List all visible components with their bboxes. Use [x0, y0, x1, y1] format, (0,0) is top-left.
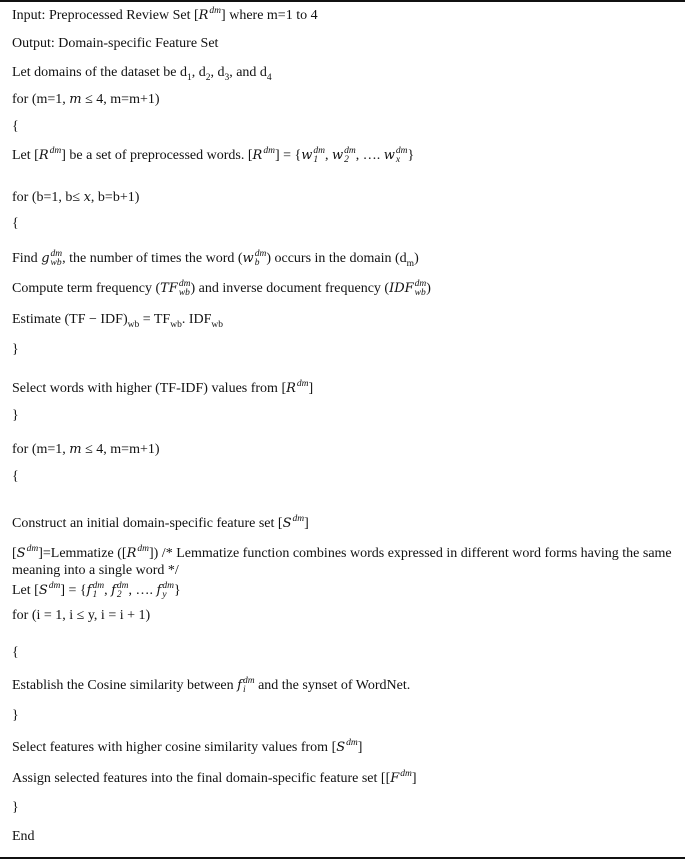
- subscript: 3: [224, 72, 230, 83]
- subscript: [400, 779, 412, 788]
- line-text: }: [173, 583, 181, 599]
- subscript: m: [406, 259, 415, 270]
- script-stack: [179, 280, 191, 298]
- subscript: 2: [344, 155, 349, 165]
- line-text: End: [12, 829, 35, 844]
- math-symbol: f: [156, 583, 162, 599]
- subscript: wb: [414, 288, 426, 298]
- line-text: , the number of times the word (: [62, 251, 243, 267]
- script-stack: [49, 582, 61, 600]
- line-text: = TF: [139, 312, 171, 327]
- algorithm-line: [12, 408, 680, 423]
- line-text: ] where m=1 to 4: [221, 8, 318, 24]
- script-stack: [396, 147, 408, 165]
- line-text: ≤ 4, m=m+1): [81, 92, 160, 107]
- algorithm-line: [12, 342, 680, 357]
- line-text: Let [: [12, 148, 39, 164]
- superscript: dm: [116, 581, 129, 591]
- line-text: ]: [357, 740, 363, 756]
- line-text: ]=Lemmatize ([: [38, 546, 127, 562]
- math-symbol: f: [86, 583, 92, 599]
- superscript: dm: [263, 146, 275, 156]
- subscript: [292, 524, 304, 533]
- line-text: for (b=1, b≤: [12, 190, 84, 205]
- line-text: , ….: [128, 583, 157, 599]
- script-stack: [209, 7, 221, 25]
- algorithm-line: [12, 829, 680, 844]
- math-symbol: TF: [160, 281, 178, 297]
- math-symbol: R: [252, 148, 263, 164]
- math-symbol: w: [383, 148, 395, 164]
- line-text: Select features with higher cosine similarity values from [: [12, 740, 337, 756]
- math-symbol: S: [282, 516, 292, 532]
- script-stack: [51, 250, 63, 268]
- line-text: ,: [324, 148, 332, 164]
- superscript: dm: [162, 581, 174, 591]
- line-text: and the synset of WordNet.: [254, 678, 411, 694]
- superscript: dm: [313, 146, 325, 156]
- superscript: dm: [344, 146, 356, 156]
- line-text: ] = {: [274, 148, 302, 164]
- subscript: i: [242, 685, 246, 695]
- subscript: 1: [313, 155, 319, 165]
- math-symbol: g: [41, 251, 50, 267]
- line-text: ≤ 4, m=m+1): [81, 442, 160, 457]
- script-stack: [27, 545, 39, 563]
- line-text: ): [414, 251, 419, 267]
- superscript: dm: [48, 581, 61, 591]
- line-text: Let [: [12, 583, 39, 599]
- line-text: , and d: [229, 65, 267, 80]
- line-text: {: [12, 645, 19, 660]
- algorithm-line: [12, 7, 680, 25]
- superscript: dm: [292, 514, 305, 524]
- line-text: for (i = 1, i ≤ y, i = i + 1): [12, 608, 151, 623]
- algorithm-line: [12, 442, 680, 457]
- line-text: {: [12, 216, 19, 231]
- math-symbol: f: [111, 583, 116, 599]
- superscript: dm: [254, 249, 267, 259]
- script-stack: [162, 582, 174, 600]
- subscript: b: [254, 258, 260, 268]
- algorithm-line: [12, 582, 680, 600]
- subscript: [137, 554, 149, 563]
- line-text: , b=b+1): [90, 190, 140, 205]
- algorithm-line: [12, 147, 680, 165]
- math-symbol: S: [336, 740, 346, 756]
- line-text: ) occurs in the domain (d: [266, 251, 407, 267]
- algorithm-line: [12, 739, 680, 757]
- math-symbol: x: [83, 190, 91, 205]
- superscript: dm: [395, 146, 408, 156]
- script-stack: [415, 280, 427, 298]
- script-stack: [50, 147, 62, 165]
- math-symbol: R: [38, 148, 49, 164]
- line-text: ) and inverse document frequency (: [190, 281, 390, 297]
- math-symbol: F: [390, 771, 400, 787]
- line-text: ]) /* Lemmatize function combines words expressed in different word forms having the same meaning into a single word */: [12, 546, 672, 578]
- line-text: Assign selected features into the final domain-specific feature set [[: [12, 771, 391, 787]
- subscript: wb: [178, 288, 190, 298]
- algorithm-line: [12, 608, 680, 623]
- script-stack: [297, 380, 309, 398]
- line-text: , d: [191, 65, 206, 80]
- superscript: dm: [400, 769, 412, 779]
- line-text: }: [12, 708, 19, 723]
- line-text: Output: Domain-specific Feature Set: [12, 36, 219, 51]
- algorithm-line: [12, 800, 680, 815]
- algorithm-line: [12, 545, 680, 578]
- math-symbol: S: [38, 583, 48, 599]
- subscript: [209, 16, 221, 25]
- algorithm-line: [12, 770, 680, 788]
- superscript: dm: [242, 676, 255, 686]
- subscript: y: [162, 590, 167, 600]
- script-stack: [346, 739, 358, 757]
- line-text: Let domains of the dataset be d: [12, 65, 187, 80]
- line-text: Establish the Cosine similarity between: [12, 678, 238, 694]
- algorithm-line: [12, 280, 680, 298]
- math-symbol: m: [69, 92, 82, 107]
- algorithm-line: [12, 645, 680, 660]
- superscript: dm: [209, 6, 222, 16]
- line-text: , ….: [355, 148, 384, 164]
- line-text: Estimate (TF − IDF): [12, 312, 128, 327]
- line-text: ]: [304, 516, 309, 532]
- math-symbol: R: [126, 546, 137, 562]
- script-stack: [344, 147, 356, 165]
- script-stack: [400, 770, 412, 788]
- line-text: , d: [210, 65, 225, 80]
- algorithm-line: [12, 677, 680, 695]
- subscript: [263, 156, 275, 165]
- superscript: dm: [414, 279, 427, 289]
- superscript: dm: [137, 544, 149, 554]
- subscript: 2: [205, 72, 211, 83]
- subscript: [49, 591, 61, 600]
- subscript: [346, 748, 358, 757]
- superscript: dm: [49, 146, 62, 156]
- subscript: x: [395, 155, 401, 165]
- superscript: dm: [346, 738, 358, 748]
- script-stack: [243, 677, 255, 695]
- algorithm-line: [12, 119, 680, 134]
- line-text: ] be a set of preprocessed words. [: [61, 148, 253, 164]
- line-text: {: [12, 469, 19, 484]
- line-text: }: [12, 342, 19, 357]
- superscript: dm: [50, 249, 63, 259]
- subscript: 4: [266, 72, 272, 83]
- algorithm-line: [12, 312, 680, 333]
- line-text: ]: [308, 381, 314, 397]
- superscript: dm: [296, 379, 309, 389]
- line-text: for (m=1,: [12, 92, 70, 107]
- algorithm-line: [12, 216, 680, 231]
- math-symbol: m: [69, 442, 82, 457]
- line-text: }: [12, 408, 19, 423]
- script-stack: [263, 147, 275, 165]
- script-stack: [313, 147, 325, 165]
- math-symbol: IDF: [389, 281, 414, 297]
- line-text: Compute term frequency (: [12, 281, 161, 297]
- script-stack: [255, 250, 267, 268]
- subscript: [50, 156, 62, 165]
- subscript: [297, 389, 309, 398]
- line-text: Construct an initial domain-specific feature set [: [12, 516, 283, 532]
- subscript: wb: [211, 319, 224, 330]
- math-symbol: R: [198, 8, 209, 24]
- superscript: dm: [26, 544, 39, 554]
- line-text: Input: Preprocessed Review Set [: [12, 8, 199, 24]
- algorithm-line: [12, 708, 680, 723]
- subscript: [27, 554, 39, 563]
- line-text: }: [12, 800, 19, 815]
- script-stack: [92, 582, 104, 600]
- bottom-rule: [0, 857, 685, 859]
- algorithm-line: [12, 92, 680, 107]
- subscript: 1: [186, 72, 192, 83]
- algorithm-line: [12, 380, 680, 398]
- math-symbol: f: [237, 678, 242, 694]
- line-text: {: [12, 119, 19, 134]
- line-text: . IDF: [181, 312, 212, 327]
- line-text: Select words with higher (TF-IDF) values from [: [12, 381, 287, 397]
- script-stack: [292, 515, 304, 533]
- math-symbol: w: [331, 148, 344, 164]
- subscript: wb: [50, 258, 62, 268]
- script-stack: [137, 545, 149, 563]
- algorithm-line: [12, 469, 680, 484]
- subscript: wb: [170, 319, 182, 330]
- subscript: 2: [116, 590, 122, 600]
- script-stack: [117, 582, 129, 600]
- line-text: ): [426, 281, 431, 297]
- line-text: Find: [12, 251, 42, 267]
- algorithm-line: [12, 515, 680, 533]
- math-symbol: w: [301, 148, 313, 164]
- line-text: ,: [104, 583, 112, 599]
- algorithm-line: [12, 250, 680, 272]
- subscript: 1: [92, 590, 98, 600]
- superscript: dm: [178, 279, 191, 289]
- math-symbol: R: [286, 381, 296, 397]
- math-symbol: w: [242, 251, 254, 267]
- superscript: dm: [92, 581, 105, 591]
- line-text: ]: [411, 771, 417, 787]
- line-text: ] = {: [60, 583, 87, 599]
- line-text: }: [407, 148, 415, 164]
- top-rule: [0, 0, 685, 2]
- line-text: for (m=1,: [12, 442, 70, 457]
- subscript: wb: [127, 319, 140, 330]
- algorithm-line: [12, 65, 680, 86]
- line-text: [: [12, 546, 17, 562]
- algorithm-line: [12, 190, 680, 205]
- algorithm-line: [12, 36, 680, 51]
- math-symbol: S: [16, 546, 26, 562]
